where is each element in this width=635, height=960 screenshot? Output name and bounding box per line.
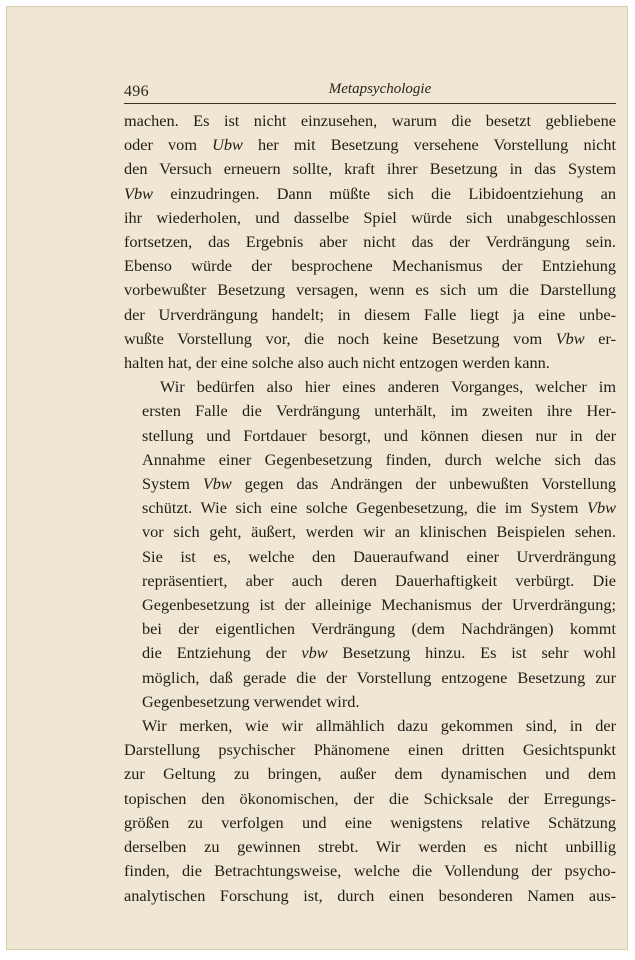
text-line: die Entziehung der vbw Besetzung hinzu. Es ist sehr wohl <box>142 643 616 663</box>
running-head: Metapsychologie <box>328 81 432 97</box>
text-line: oder vom Ubw her mit Besetzung versehene Vorstellung nicht <box>124 135 616 155</box>
text-line: der Urverdrängung handelt; in diesem Falle liegt ja eine unbe- <box>124 304 616 324</box>
text-line: derselben zu gewinnen strebt. Wir werden es nicht unbillig <box>124 837 616 857</box>
page-number: 496 <box>124 83 149 100</box>
text-line: System Vbw gegen das Andrängen der unbewußten Vorstellung <box>142 474 616 494</box>
text-line: Darstellung psychischer Phänomene einen dritten Gesichtspunkt <box>124 740 616 760</box>
text-line: größen zu verfolgen und eine wenigstens relative Schätzung <box>124 812 616 832</box>
paragraph-1 <box>124 109 616 375</box>
text-line: machen. Es ist nicht einzusehen, warum die besetzt gebliebene <box>124 111 616 130</box>
text-line: wußte Vorstellung vor, die noch keine Besetzung vom Vbw er- <box>124 328 616 348</box>
text-line: finden, die Betrachtungsweise, welche die Vollendung der psycho- <box>124 861 616 881</box>
text-line: topischen den ökonomischen, der die Schicksale der Erregungs- <box>124 788 616 808</box>
text-line: ersten Falle die Verdrängung unterhält, im zweiten ihre Her- <box>142 401 616 421</box>
text-line: stellung und Fortdauer besorgt, und können diesen nur in der <box>142 425 616 445</box>
paragraph-2 <box>124 375 616 714</box>
text-line: Gegenbesetzung verwendet wird. <box>142 691 360 711</box>
text-line: schützt. Wie sich eine solche Gegenbesetzung, die im System Vbw <box>142 498 616 518</box>
text-line: Gegenbesetzung ist der alleinige Mechanismus der Urverdrängung; <box>142 595 616 615</box>
text-line: Vbw einzudringen. Dann müßte sich die Libidoentziehung an <box>124 183 616 203</box>
body-text <box>124 109 616 908</box>
text-line: Wir merken, wie wir allmählich dazu gekommen sind, in der <box>142 716 616 736</box>
text-line: vorbewußter Besetzung versagen, wenn es sich um die Darstellung <box>124 280 616 300</box>
text-line: möglich, daß gerade die der Vorstellung entzogene Besetzung zur <box>142 667 616 687</box>
text-line: repräsentiert, aber auch deren Dauerhaftigkeit verbürgt. Die <box>142 570 616 590</box>
text-line: den Versuch erneuern sollte, kraft ihrer Besetzung in das System <box>124 159 616 179</box>
text-line: Sie ist es, welche den Daueraufwand einer Urverdrängung <box>142 546 616 566</box>
text-line: Wir bedürfen also hier eines anderen Vorganges, welcher im <box>160 377 616 397</box>
text-line: fortsetzen, das Ergebnis aber nicht das der Verdrängung sein. <box>124 232 616 252</box>
text-line: bei der eigentlichen Verdrängung (dem Nachdrängen) kommt <box>142 619 616 639</box>
text-line: analytischen Forschung ist, durch einen besonderen Namen aus- <box>124 885 616 905</box>
text-line: zur Geltung zu bringen, außer dem dynamischen und dem <box>124 764 616 784</box>
page-header <box>124 81 616 104</box>
text-line: ihr wiederholen, und dasselbe Spiel würde sich unabgeschlossen <box>124 207 616 227</box>
book-page <box>6 6 628 950</box>
text-line: halten hat, der eine solche also auch nicht entzogen werden kann. <box>124 353 550 373</box>
text-line: Ebenso würde der besprochene Mechanismus der Entziehung <box>124 256 616 276</box>
text-line: vor sich geht, äußert, werden wir an klinischen Beispielen sehen. <box>142 522 616 542</box>
paragraph-3 <box>124 714 616 908</box>
text-line: Annahme einer Gegenbesetzung finden, durch welche sich das <box>142 449 616 469</box>
